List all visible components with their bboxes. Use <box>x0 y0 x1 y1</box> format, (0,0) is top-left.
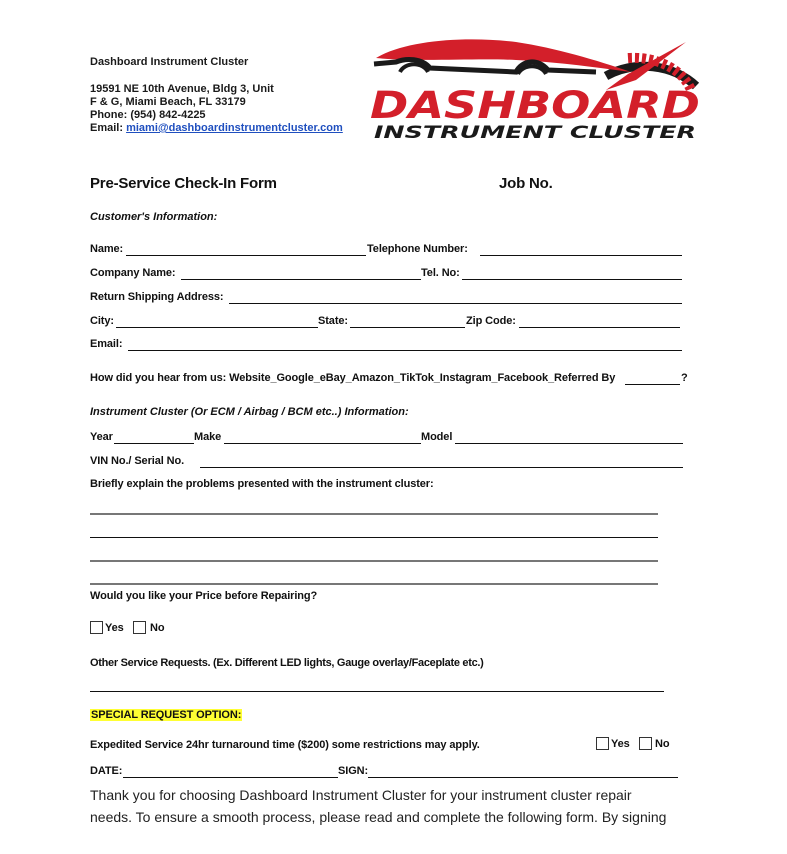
tel-no-field[interactable] <box>462 279 682 280</box>
year-label: Year <box>90 431 113 443</box>
model-label: Model <box>421 431 453 443</box>
zip-field[interactable] <box>519 327 680 328</box>
company-label: Company Name: <box>90 267 176 279</box>
telephone-field[interactable] <box>480 255 682 256</box>
problem-line-3[interactable] <box>90 560 658 562</box>
email-label-field: Email: <box>90 338 123 350</box>
telephone-label: Telephone Number: <box>367 243 468 255</box>
price-yes-checkbox[interactable] <box>90 621 103 634</box>
company-email-row <box>90 122 343 135</box>
customer-section-heading: Customer's Information: <box>90 211 218 223</box>
make-label: Make <box>194 431 222 443</box>
logo-subtitle: INSTRUMENT CLUSTER <box>374 123 696 143</box>
expedited-no-checkbox[interactable] <box>639 737 652 750</box>
state-label: State: <box>318 315 348 327</box>
city-label: City: <box>90 315 114 327</box>
address-line-1: 19591 NE 10th Avenue, Bldg 3, Unit <box>90 83 274 95</box>
car-gauge-logo-icon <box>366 28 706 143</box>
thank-you-paragraph <box>90 784 710 828</box>
tel-no-label: Tel. No: <box>421 267 460 279</box>
make-field[interactable] <box>224 443 421 444</box>
year-field[interactable] <box>114 443 194 444</box>
signature-field[interactable] <box>368 777 678 778</box>
problem-prompt: Briefly explain the problems presented with the instrument cluster: <box>90 478 434 490</box>
state-field[interactable] <box>350 327 465 328</box>
date-label: DATE: <box>90 765 123 777</box>
return-address-label: Return Shipping Address: <box>90 291 224 303</box>
expedited-no-label: No <box>655 738 670 750</box>
return-address-field[interactable] <box>229 303 682 304</box>
problem-line-4[interactable] <box>90 583 658 585</box>
special-request-heading: SPECIAL REQUEST OPTION: <box>91 709 242 721</box>
expedited-yes-label: Yes <box>611 738 630 750</box>
model-field[interactable] <box>455 443 683 444</box>
form-title: Pre-Service Check-In Form <box>90 175 277 192</box>
city-field[interactable] <box>116 327 318 328</box>
company-name: Dashboard Instrument Cluster <box>90 56 249 68</box>
email-field[interactable] <box>128 350 682 351</box>
vin-field[interactable] <box>200 467 683 468</box>
sign-label: SIGN: <box>338 765 369 777</box>
name-label: Name: <box>90 243 124 255</box>
email-link[interactable]: miami@dashboardinstrumentcluster.com <box>126 122 343 134</box>
company-field[interactable] <box>181 279 421 280</box>
price-question: Would you like your Price before Repairing? <box>90 590 318 602</box>
vin-label: VIN No./ Serial No. <box>90 455 185 467</box>
expedited-service-text: Expedited Service 24hr turnaround time ($200) some restrictions may apply. <box>90 739 480 751</box>
referral-question: How did you hear from us: Website_Google_eBay_Amazon_TikTok_Instagram_Facebook_Referred By <box>90 372 616 384</box>
company-logo <box>366 28 706 143</box>
problem-line-1[interactable] <box>90 513 658 515</box>
email-label: Email: <box>90 122 127 134</box>
address-line-2: F & G, Miami Beach, FL 33179 <box>90 96 246 108</box>
expedited-yes-checkbox[interactable] <box>596 737 609 750</box>
paragraph-line-2: needs. To ensure a smooth process, please read and complete the following form. By signing <box>90 809 667 825</box>
problem-line-2[interactable] <box>90 537 658 538</box>
price-no-checkbox[interactable] <box>133 621 146 634</box>
job-number-label: Job No. <box>499 175 553 192</box>
price-yes-label: Yes <box>105 622 124 634</box>
other-requests-label: Other Service Requests. (Ex. Different LED lights, Gauge overlay/Faceplate etc.) <box>90 657 484 669</box>
other-requests-field[interactable] <box>90 691 664 692</box>
date-field[interactable] <box>123 777 338 778</box>
zip-label: Zip Code: <box>466 315 516 327</box>
paragraph-line-1: Thank you for choosing Dashboard Instrument Cluster for your instrument cluster repair <box>90 787 632 803</box>
referral-question-mark: ? <box>681 372 688 384</box>
referred-by-field[interactable] <box>625 384 680 385</box>
logo-wordmark: DASHBOARD <box>370 84 700 127</box>
name-field[interactable] <box>126 255 366 256</box>
cluster-section-heading: Instrument Cluster (Or ECM / Airbag / BCM etc..) Information: <box>90 406 409 418</box>
price-no-label: No <box>150 622 165 634</box>
company-phone: Phone: (954) 842-4225 <box>90 109 206 121</box>
